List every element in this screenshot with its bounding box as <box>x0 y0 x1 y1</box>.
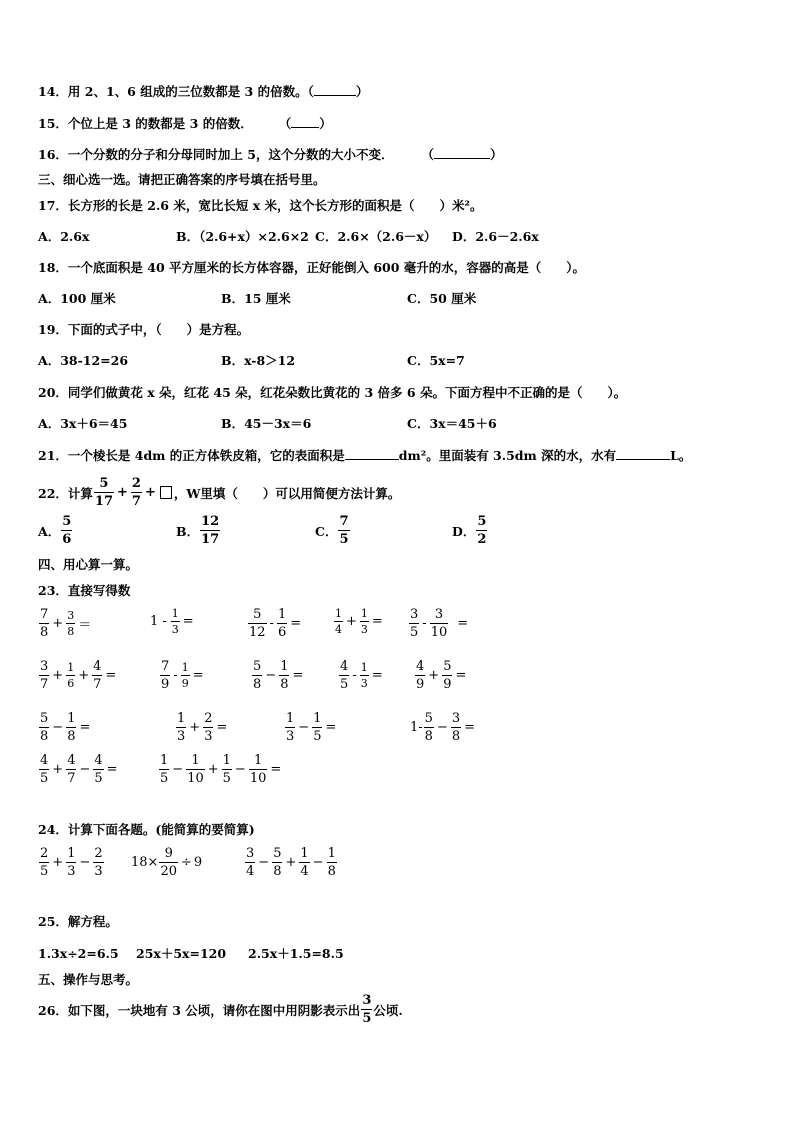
question-24-title: 24．计算下面各题。(能简算的要简算) <box>38 822 255 837</box>
answer-blank[interactable] <box>345 447 399 460</box>
option-a[interactable]: A．38-12=26 <box>38 353 129 368</box>
option-c[interactable]: C．50 厘米 <box>407 291 477 306</box>
blank-box <box>160 486 172 499</box>
equation: 1.3x÷2=6.5 <box>38 946 119 961</box>
section-4-heading: 四、用心算一算。 <box>38 557 139 572</box>
option-c[interactable]: C．3x＝45＋6 <box>407 416 497 431</box>
calculation-expression: 18× $\frac{9}{20}$ ÷ 9 <box>131 846 203 879</box>
fraction: $\frac{5}{2}$ <box>477 514 487 547</box>
answer-blank[interactable] <box>616 447 670 460</box>
mental-math-expression: $\frac{1}{4}$ + $\frac{1}{3}$ = <box>335 607 383 636</box>
mental-math-expression: $\frac{7}{8}$ + $\frac{3}{8}$ ＝ <box>40 607 92 640</box>
mental-math-expression: 1 - $\frac{1}{3}$ = <box>150 607 194 636</box>
option-a[interactable]: A．3x＋6＝45 <box>38 416 128 431</box>
question-18: 18．一个底面积是 40 平方厘米的长方体容器，正好能倒入 600 毫升的水，容器的高是（ ）。 <box>38 260 586 275</box>
option-c[interactable]: C． $\frac{7}{5}$ <box>315 514 349 547</box>
option-c[interactable]: C．2.6×（2.6－x） <box>315 229 437 244</box>
calculation-expression: $\frac{2}{5}$ + $\frac{1}{3}$ − $\frac{2}{3}$ <box>40 846 103 879</box>
question-19: 19．下面的式子中，（ ）是方程。 <box>38 322 250 337</box>
question-17: 17．长方形的长是 2.6 米，宽比长短 x 米，这个长方形的面积是（ ）米²。 <box>38 198 483 213</box>
mental-math-expression: $\frac{7}{9}$ - $\frac{1}{9}$ = <box>161 659 204 692</box>
mental-math-expression: $\frac{1}{5}$ − $\frac{1}{10}$ + $\frac{1}{5}$ − $\frac{1}{10}$ = <box>160 753 282 786</box>
option-d[interactable]: D．2.6－2.6x <box>452 229 539 244</box>
question-16: 16．一个分数的分子和分母同时加上 5，这个分数的大小不变． （ ） <box>38 147 503 162</box>
option-a[interactable]: A．2.6x <box>38 229 90 244</box>
question-26: 26．如下图，一块地有 3 公顷，请你在图中用阴影表示出 $\frac{3}{5}$ 公顷. <box>38 993 403 1026</box>
mental-math-expression: 1- $\frac{5}{8}$ − $\frac{3}{8}$ = <box>410 711 476 744</box>
option-b[interactable]: B．（2.6+x）×2.6×2 <box>176 229 309 244</box>
question-20: 20．同学们做黄花 x 朵，红花 45 朵，红花朵数比黄花的 3 倍多 6 朵。下面方程中不正确的是（ ）。 <box>38 385 627 400</box>
fraction: $\frac{5}{17}$ <box>94 476 113 509</box>
mental-math-expression: $\frac{4}{5}$ - $\frac{1}{3}$ = <box>340 659 383 692</box>
equation: 2.5x＋1.5=8.5 <box>248 946 344 961</box>
option-b[interactable]: B．x-8＞12 <box>221 353 296 368</box>
question-22: 22．计算 $\frac{5}{17}$ + $\frac{2}{7}$ + ，W里填（ ）可以用简便方法计算。 <box>38 476 401 509</box>
section-5-heading: 五、操作与思考。 <box>38 972 139 987</box>
mental-math-expression: $\frac{3}{5}$ - $\frac{3}{10}$ = <box>410 607 469 640</box>
option-a[interactable]: A．100 厘米 <box>38 291 116 306</box>
mental-math-expression: $\frac{1}{3}$ − $\frac{1}{5}$ = <box>286 711 337 744</box>
question-15: 15．个位上是 3 的数都是 3 的倍数． （ ） <box>38 116 332 131</box>
question-25-title: 25．解方程。 <box>38 914 118 929</box>
mental-math-expression: $\frac{5}{8}$ − $\frac{1}{8}$ = <box>253 659 304 692</box>
mental-math-expression: $\frac{5}{12}$ - $\frac{1}{6}$ = <box>249 607 302 640</box>
mental-math-expression: $\frac{4}{5}$ + $\frac{4}{7}$ − $\frac{4}{5}$ = <box>40 753 118 786</box>
fraction: $\frac{2}{7}$ <box>131 476 141 509</box>
fraction: $\frac{7}{5}$ <box>339 514 349 547</box>
calculation-expression: $\frac{3}{4}$ − $\frac{5}{8}$ + $\frac{1}{4}$ − $\frac{1}{8}$ <box>246 846 336 879</box>
mental-math-expression: $\frac{1}{3}$ + $\frac{2}{3}$ = <box>177 711 228 744</box>
fraction: $\frac{5}{6}$ <box>62 514 72 547</box>
fraction: $\frac{12}{17}$ <box>201 514 220 547</box>
option-d[interactable]: D． $\frac{5}{2}$ <box>452 514 487 547</box>
answer-blank[interactable] <box>434 146 490 159</box>
option-b[interactable]: B．45－3x＝6 <box>221 416 312 431</box>
mental-math-expression: $\frac{3}{7}$ + $\frac{1}{6}$ + $\frac{4}{7}$ = <box>40 659 117 692</box>
answer-blank[interactable] <box>314 83 356 96</box>
mental-math-expression: $\frac{4}{9}$ + $\frac{5}{9}$ = <box>416 659 467 692</box>
question-23-title: 23．直接写得数 <box>38 583 131 598</box>
option-b[interactable]: B．15 厘米 <box>221 291 291 306</box>
option-a[interactable]: A． $\frac{5}{6}$ <box>38 514 72 547</box>
question-14: 14．用 2、1、6 组成的三位数都是 3 的倍数。（ ） <box>38 84 369 99</box>
option-b[interactable]: B． $\frac{12}{17}$ <box>176 514 220 547</box>
section-3-heading: 三、细心选一选。请把正确答案的序号填在括号里。 <box>38 172 326 187</box>
equation: 25x＋5x=120 <box>136 946 227 961</box>
question-21: 21．一个棱长是 4dm 的正方体铁皮箱，它的表面积是 dm²。里面装有 3.5dm 深的水，水有 L。 <box>38 448 692 463</box>
mental-math-expression: $\frac{5}{8}$ − $\frac{1}{8}$ = <box>40 711 91 744</box>
fraction: $\frac{3}{5}$ <box>362 993 372 1026</box>
answer-blank[interactable] <box>291 115 319 128</box>
option-c[interactable]: C．5x=7 <box>407 353 465 368</box>
